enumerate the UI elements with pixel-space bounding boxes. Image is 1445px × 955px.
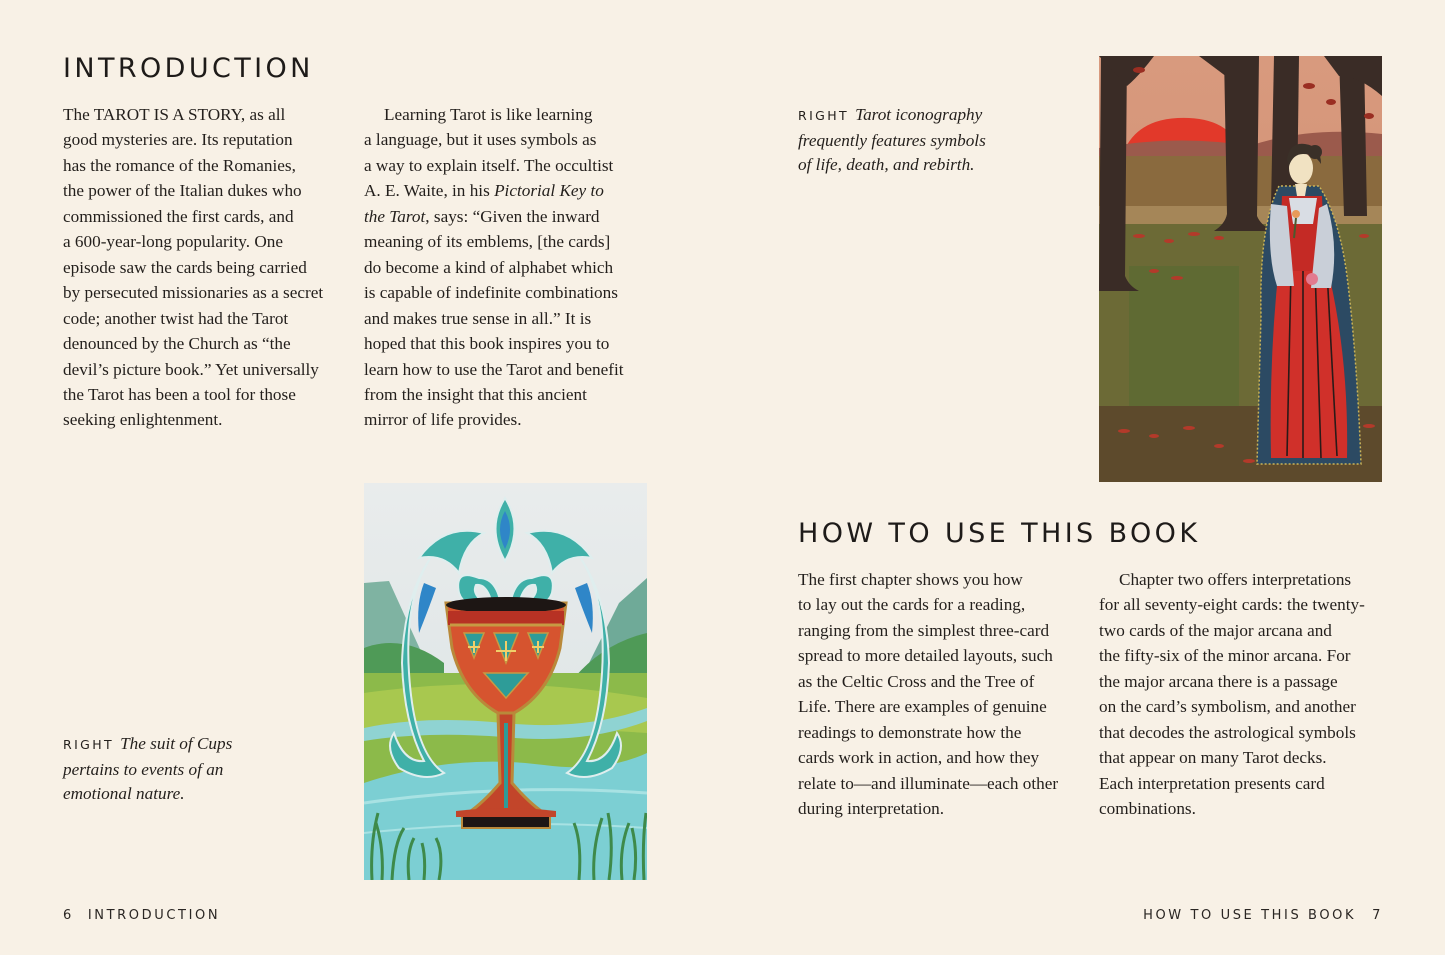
text-line: The TAROT IS A STORY, as all xyxy=(63,105,286,124)
text-line: spread to more detailed layouts, such xyxy=(798,646,1053,666)
text-line: hoped that this book inspires you to xyxy=(364,334,610,354)
text-line: The first chapter shows you how xyxy=(798,570,1023,589)
text-line: by persecuted missionaries as a secret xyxy=(63,283,324,303)
text-line: devil’s picture book.” Yet universally xyxy=(63,359,319,379)
text-line: combinations. xyxy=(1099,799,1196,819)
book-title-italic: Pictorial Key to xyxy=(494,181,604,201)
text-line: that decodes the astrological symbols xyxy=(1099,722,1356,742)
text-line: Life. There are examples of genuine xyxy=(798,697,1047,717)
text-line: Chapter two offers interpretations xyxy=(1119,570,1352,589)
text-line: episode saw the cards being carried xyxy=(63,257,307,277)
page-number: 7 xyxy=(1372,908,1383,923)
text-line: ranging from the simplest three-card xyxy=(798,620,1050,640)
cups-card-illustration xyxy=(364,483,647,880)
text-line: code; another twist had the Tarot xyxy=(63,308,289,328)
text-line xyxy=(364,204,654,229)
text-line: the power of the Italian dukes who xyxy=(63,181,302,201)
how-to-column-1 xyxy=(798,567,1088,822)
text-line: do become a kind of alphabet which xyxy=(364,257,614,277)
caption-line: frequently features symbols xyxy=(798,130,986,150)
text-line: a language, but it uses symbols as xyxy=(364,130,597,150)
woman-forest-illustration xyxy=(1099,56,1382,482)
text-line: denounced by the Church as “the xyxy=(63,334,291,354)
text-line: two cards of the major arcana and xyxy=(1099,620,1332,640)
text-line: from the insight that this ancient xyxy=(364,384,587,404)
iconography-caption xyxy=(798,103,1058,178)
text-line: Each interpretation presents card xyxy=(1099,773,1325,793)
text-line: learn how to use the Tarot and benefit xyxy=(364,359,624,379)
text-line: readings to demonstrate how the xyxy=(798,722,1022,742)
intro-column-2 xyxy=(364,102,654,433)
running-head: INTRODUCTION xyxy=(87,908,221,923)
text-line: the major arcana there is a passage xyxy=(1099,671,1338,691)
text-line: as the Celtic Cross and the Tree of xyxy=(798,671,1035,691)
text-line: seeking enlightenment. xyxy=(63,410,223,430)
chalice-image xyxy=(364,483,647,880)
caption-line: of life, death, and rebirth. xyxy=(798,155,975,174)
running-head: HOW TO USE THIS BOOK xyxy=(1143,908,1357,923)
text-line: the Tarot has been a tool for those xyxy=(63,384,296,404)
caption-label: RIGHT xyxy=(63,737,115,752)
caption-line: pertains to events of an xyxy=(63,759,224,779)
text-line: mirror of life provides. xyxy=(364,410,522,430)
text-line xyxy=(364,178,654,203)
left-folio xyxy=(63,908,220,923)
text-line: good mysteries are. Its reputation xyxy=(63,130,293,150)
text-line: cards work in action, and how they xyxy=(798,748,1040,768)
right-folio xyxy=(1143,908,1383,923)
text-line: that appear on many Tarot decks. xyxy=(1099,748,1327,768)
caption-text: Tarot iconography xyxy=(855,105,983,124)
woman-at-sunset-image xyxy=(1099,56,1382,482)
text-line: a way to explain itself. The occultist xyxy=(364,155,614,175)
text-line: for all seventy-eight cards: the twenty- xyxy=(1099,595,1365,615)
text-line: to lay out the cards for a reading, xyxy=(798,595,1026,615)
text-line: commissioned the first cards, and xyxy=(63,206,294,226)
caption-label: RIGHT xyxy=(798,108,850,123)
text-line: Learning Tarot is like learning xyxy=(384,105,593,124)
text-run: A. E. Waite, in his xyxy=(364,181,495,201)
text-line: on the card’s symbolism, and another xyxy=(1099,697,1356,717)
section-title-how-to-use: HOW TO USE THIS BOOK xyxy=(798,518,1201,549)
text-line: a 600-year-long popularity. One xyxy=(63,232,283,252)
page-title-introduction: INTRODUCTION xyxy=(63,53,314,84)
intro-column-1 xyxy=(63,102,348,433)
text-line: the fifty-six of the minor arcana. For xyxy=(1099,646,1351,666)
book-title-italic: the Tarot xyxy=(364,206,426,226)
caption-line xyxy=(798,103,1058,129)
caption-line xyxy=(63,732,293,758)
text-line: has the romance of the Romanies, xyxy=(63,155,296,175)
caption-text: The suit of Cups xyxy=(120,734,233,753)
text-line: during interpretation. xyxy=(798,799,945,819)
text-run: , says: “Given the inward xyxy=(425,206,600,226)
text-line: and makes true sense in all.” It is xyxy=(364,308,592,328)
how-to-column-2 xyxy=(1099,567,1389,822)
caption-line: emotional nature. xyxy=(63,784,185,803)
text-line: is capable of indefinite combinations xyxy=(364,283,618,303)
text-line: meaning of its emblems, [the cards] xyxy=(364,232,611,252)
page-number: 6 xyxy=(63,908,74,923)
text-line: relate to—and illuminate—each other xyxy=(798,773,1059,793)
cups-caption xyxy=(63,732,293,807)
